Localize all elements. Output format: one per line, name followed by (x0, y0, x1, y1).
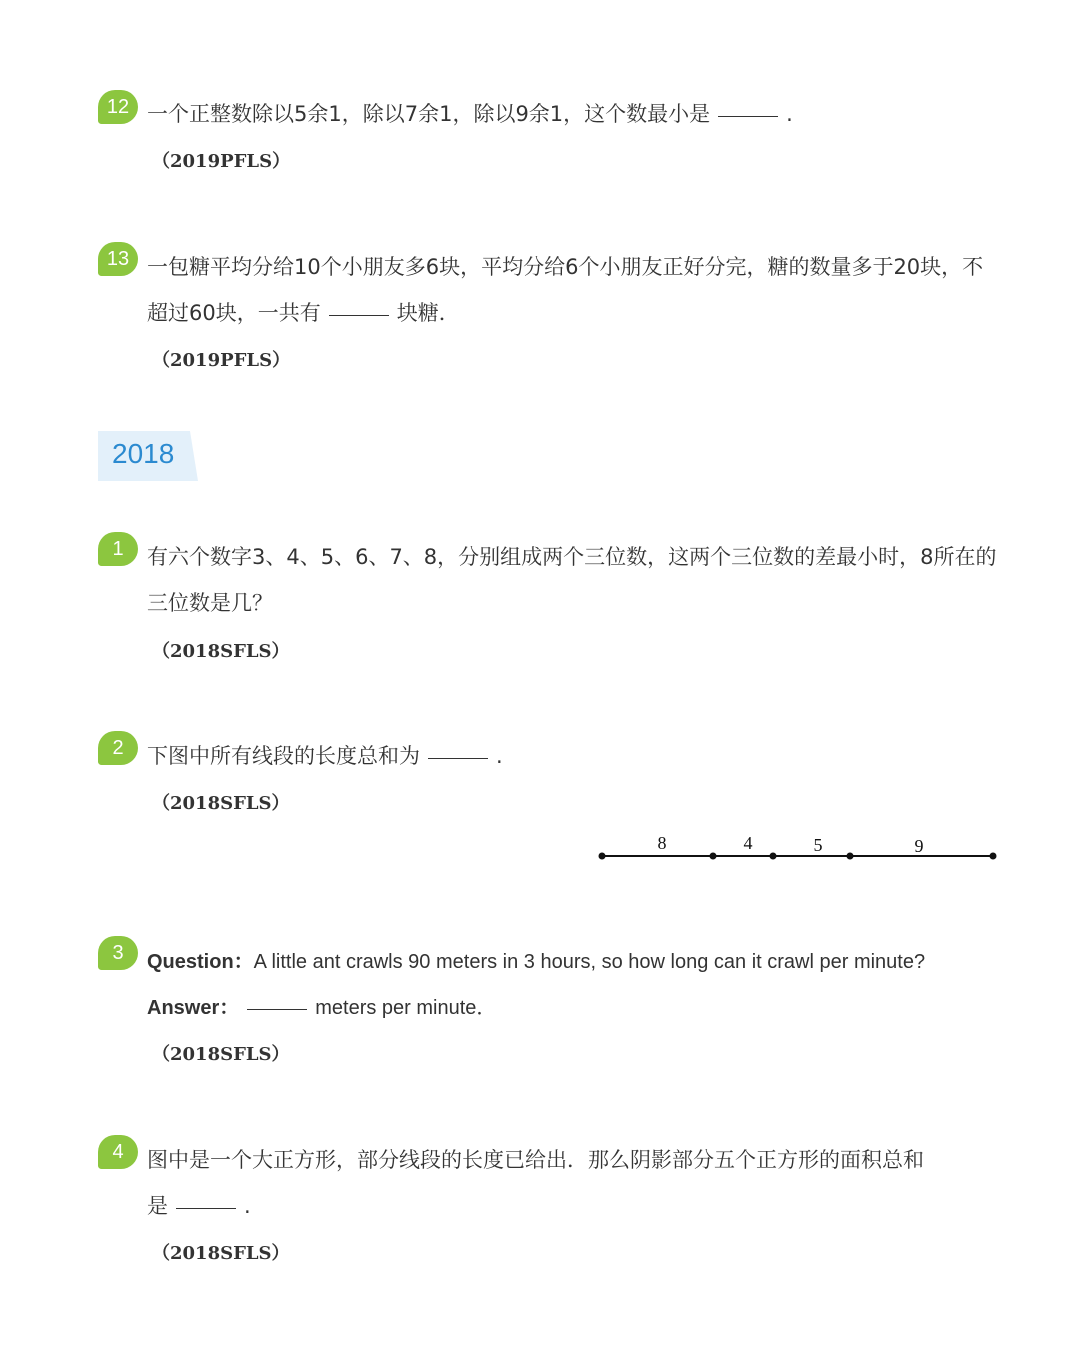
segment-label: 5 (813, 835, 823, 855)
question-3-source: （2018SFLS） (152, 1044, 290, 1065)
question-13-line2a: 超过60块，一共有 (147, 301, 321, 325)
question-1-line1: 有六个数字3、4、5、6、7、8，分别组成两个三位数，这两个三位数的差最小时，8所在的 (147, 545, 997, 569)
question-number-badge-13: 13 (98, 242, 138, 276)
question-3-question-text: A little ant crawls 90 meters in 3 hours, so how long can it crawl per minute? (253, 951, 926, 973)
answer-blank (718, 115, 778, 117)
question-1-source: （2018SFLS） (152, 641, 290, 662)
question-13-line2b: 块糖． (396, 301, 460, 325)
line-segment-figure (590, 825, 1010, 870)
question-4-source: （2018SFLS） (152, 1243, 290, 1264)
question-2-source: （2018SFLS） (152, 793, 290, 814)
answer-blank (176, 1207, 236, 1209)
question-4-line2 (147, 1190, 251, 1220)
answer-blank (329, 314, 389, 316)
segment-point (990, 853, 997, 860)
answer-blank (428, 757, 488, 759)
question-2-line1: 下图中所有线段的长度总和为 (147, 744, 420, 768)
section-year-title: 2018 (112, 438, 175, 469)
question-number-badge-4: 4 (98, 1135, 138, 1169)
segment-point (770, 853, 777, 860)
segment-point (847, 853, 854, 860)
segment-point (599, 853, 606, 860)
segment-label: 8 (657, 833, 667, 853)
question-3-question-label: Question： (147, 951, 254, 973)
segment-point (710, 853, 717, 860)
segment-label: 9 (914, 836, 924, 856)
question-number-badge-3: 3 (98, 936, 138, 970)
question-3-text (147, 945, 925, 974)
question-2-period: . (496, 744, 503, 768)
question-number-badge-12: 12 (98, 90, 138, 124)
question-2-text (147, 740, 503, 770)
question-4-line1: 图中是一个大正方形，部分线段的长度已给出．那么阴影部分五个正方形的面积总和 (147, 1148, 924, 1172)
question-4-line2a: 是 (147, 1194, 168, 1218)
segment-label: 4 (743, 833, 753, 853)
answer-blank (247, 1008, 307, 1010)
question-3-answer-text: meters per minute． (315, 997, 497, 1019)
question-12-line1: 一个正整数除以5余1，除以7余1，除以9余1，这个数最小是 (147, 102, 711, 126)
question-number-badge-1: 1 (98, 532, 138, 566)
question-13-line1: 一包糖平均分给10个小朋友多6块，平均分给6个小朋友正好分完，糖的数量多于20块，不 (147, 255, 984, 279)
question-12-text (147, 98, 793, 128)
question-12-period: . (786, 102, 793, 126)
question-number-badge-2: 2 (98, 731, 138, 765)
question-3-answer (147, 991, 496, 1020)
question-4-period: . (244, 1194, 251, 1218)
question-12-source: （2019PFLS） (152, 151, 291, 172)
question-13-source: （2019PFLS） (152, 350, 291, 371)
question-3-answer-label: Answer： (147, 997, 240, 1019)
question-13-line2 (147, 297, 460, 327)
question-1-line2: 三位数是几？ (147, 591, 273, 615)
